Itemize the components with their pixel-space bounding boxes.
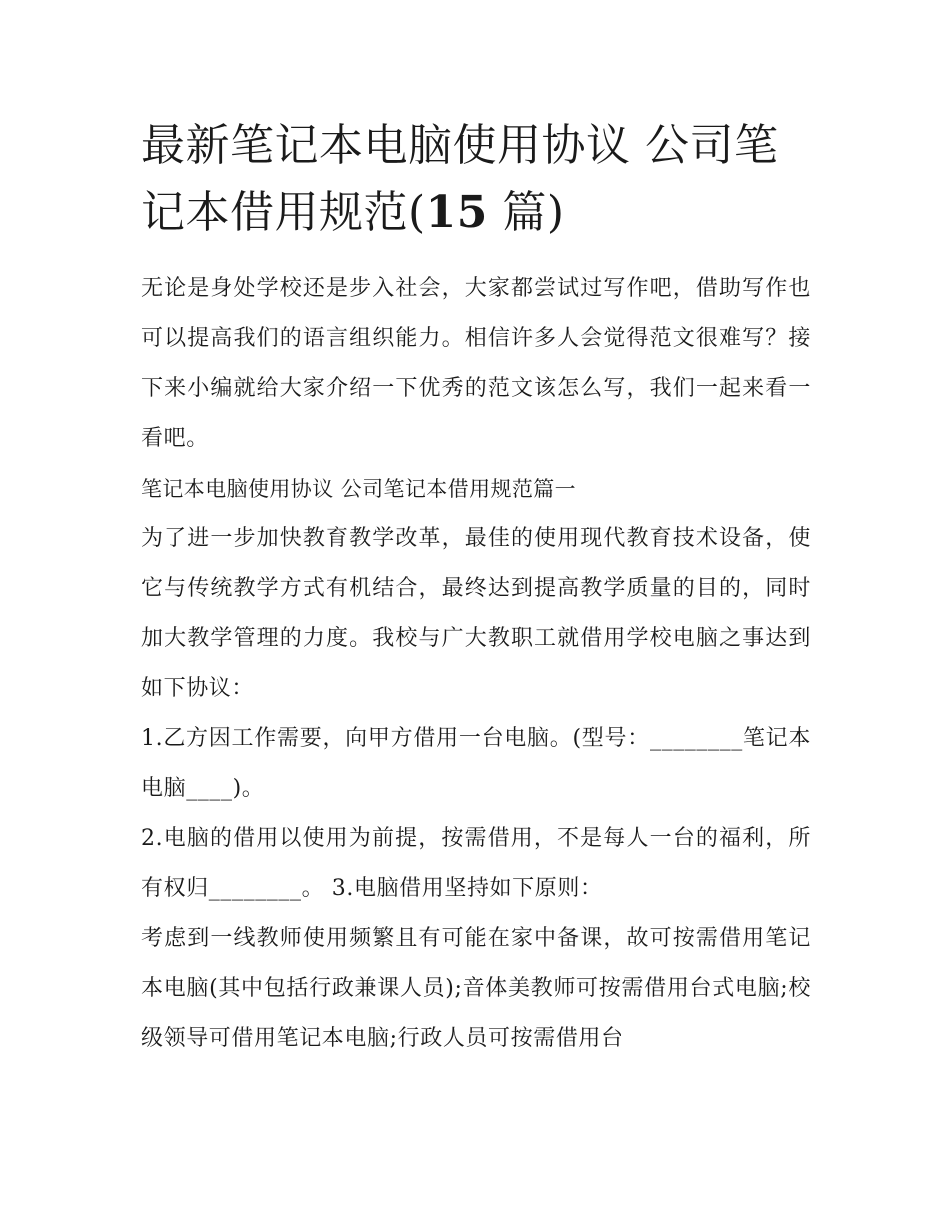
document-body (141, 264, 811, 1064)
body-paragraph-2: 1.乙方因工作需要，向甲方借用一台电脑。(型号：________笔记本电脑____)。 (141, 726, 811, 801)
document-title (141, 112, 811, 246)
intro-paragraph: 无论是身处学校还是步入社会，大家都尝试过写作吧，借助写作也可以提高我们的语言组织能力。相信许多人会觉得范文很难写？接下来小编就给大家介绍一下优秀的范文该怎么写，我们一起来看一看吧。 (141, 276, 811, 451)
body-paragraph-4: 考虑到一线教师使用频繁且有可能在家中备课，故可按需借用笔记本电脑(其中包括行政兼课人员);音体美教师可按需借用台式电脑;校级领导可借用笔记本电脑;行政人员可按需借用台 (141, 926, 811, 1051)
body-paragraph-3: 2.电脑的借用以使用为前提，按需借用，不是每人一台的福利，所有权归________。 3.电脑借用坚持如下原则： (141, 826, 811, 901)
body-paragraph-1: 为了进一步加快教育教学改革，最佳的使用现代教育技术设备，使它与传统教学方式有机结合，最终达到提高教学质量的目的，同时加大教学管理的力度。我校与广大教职工就借用学校电脑之事达到如下协议： (141, 526, 811, 701)
title-text-part2: 篇) (487, 187, 565, 238)
document-page (141, 112, 811, 1064)
title-text-part1: 最新笔记本电脑使用协议 公司笔记本借用规范( (141, 120, 779, 238)
section-heading: 笔记本电脑使用协议 公司笔记本借用规范篇一 (141, 477, 577, 501)
title-number: 15 (425, 187, 488, 238)
